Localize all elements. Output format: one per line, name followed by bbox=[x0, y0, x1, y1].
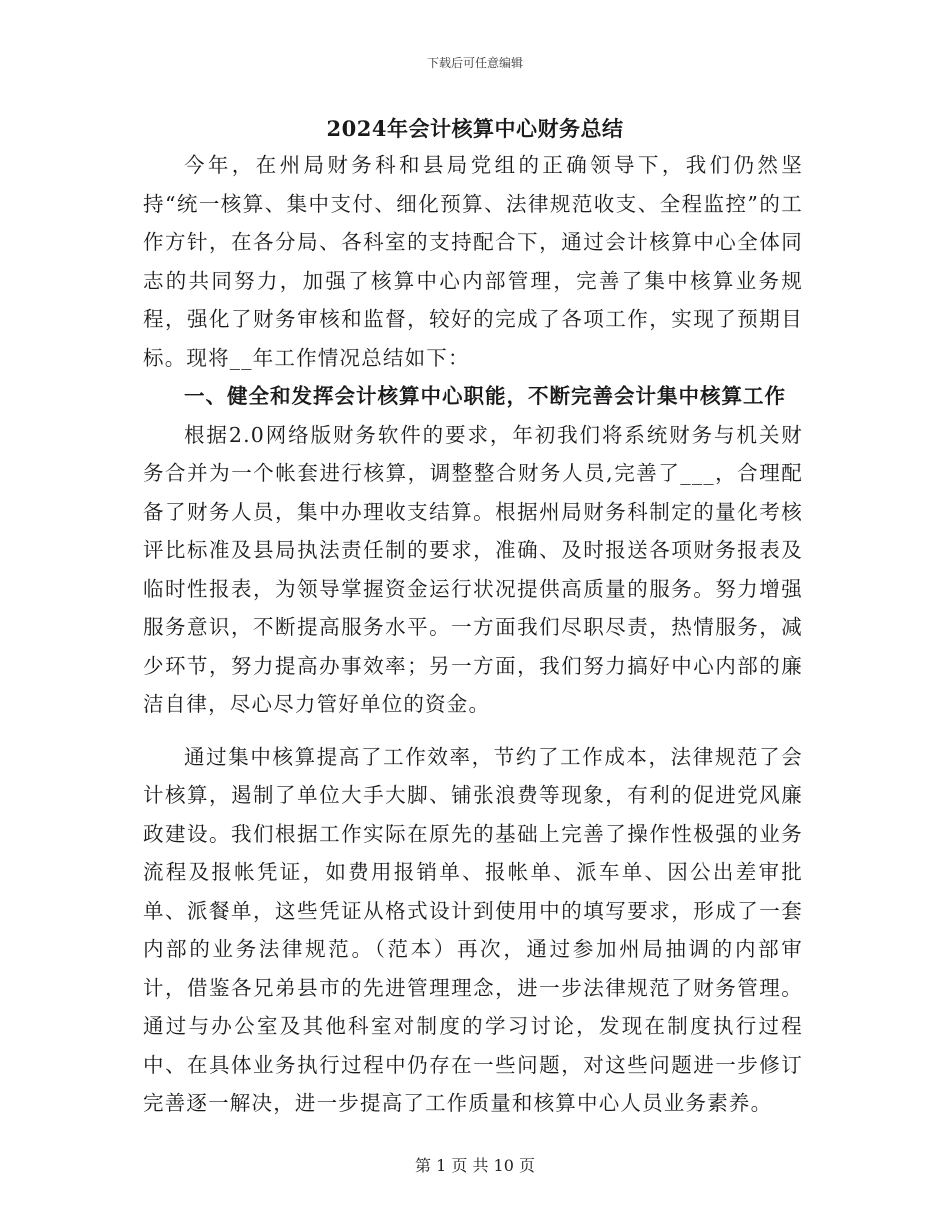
body-paragraph: 根据2.0网络版财务软件的要求，年初我们将系统财务与机关财务合并为一个帐套进行核算，调整整合财务人员,完善了___，合理配备了财务人员，集中办理收支结算。根据州局财务科制定的量化考核评比标准及县局执法责任制的要求，准确、及时报送各项财务报表及临时性报表，为领导掌握资金运行状况提供高质量的服务。努力增强服务意识，不断提高服务水平。一方面我们尽职尽责，热情服务，减少环节，努力提高办事效率；另一方面，我们努力搞好中心内部的廉洁自律，尽心尽力管好单位的资金。 bbox=[143, 422, 803, 716]
intro-paragraph: 今年，在州局财务科和县局党组的正确领导下，我们仍然坚持“统一核算、集中支付、细化预算、法律规范收支、全程监控”的工作方针，在各分局、各科室的支持配合下，通过会计核算中心全体同志的共同努力，加强了核算中心内部管理，完善了集中核算业务规程，强化了财务审核和监督，较好的完成了各项工作，实现了预期目标。现将__年工作情况总结如下： bbox=[143, 153, 803, 370]
page-number: 第 1 页 共 10 页 bbox=[415, 1156, 535, 1175]
section-heading: 一、健全和发挥会计核算中心职能，不断完善会计集中核算工作 bbox=[184, 384, 786, 408]
body-paragraph: 通过集中核算提高了工作效率，节约了工作成本，法律规范了会计核算，遏制了单位大手大脚、铺张浪费等现象，有利的促进党风廉政建设。我们根据工作实际在原先的基础上完善了操作性极强的业务流程及报帐凭证，如费用报销单、报帐单、派车单、因公出差审批单、派餐单，这些凭证从格式设计到使用中的填写要求，形成了一套内部的业务法律规范。（范本）再次，通过参加州局抽调的内部审计，借鉴各兄弟县市的先进管理理念，进一步法律规范了财务管理。通过与办公室及其他科室对制度的学习讨论，发现在制度执行过程中、在具体业务执行过程中仍存在一些问题，对这些问题进一步修订完善逐一解决，进一步提高了工作质量和核算中心人员业务素养。 bbox=[143, 744, 803, 1115]
document-body bbox=[143, 146, 803, 1123]
header-note: 下载后可任意编辑 bbox=[426, 56, 523, 70]
document-title: 2024年会计核算中心财务总结 bbox=[326, 116, 624, 141]
